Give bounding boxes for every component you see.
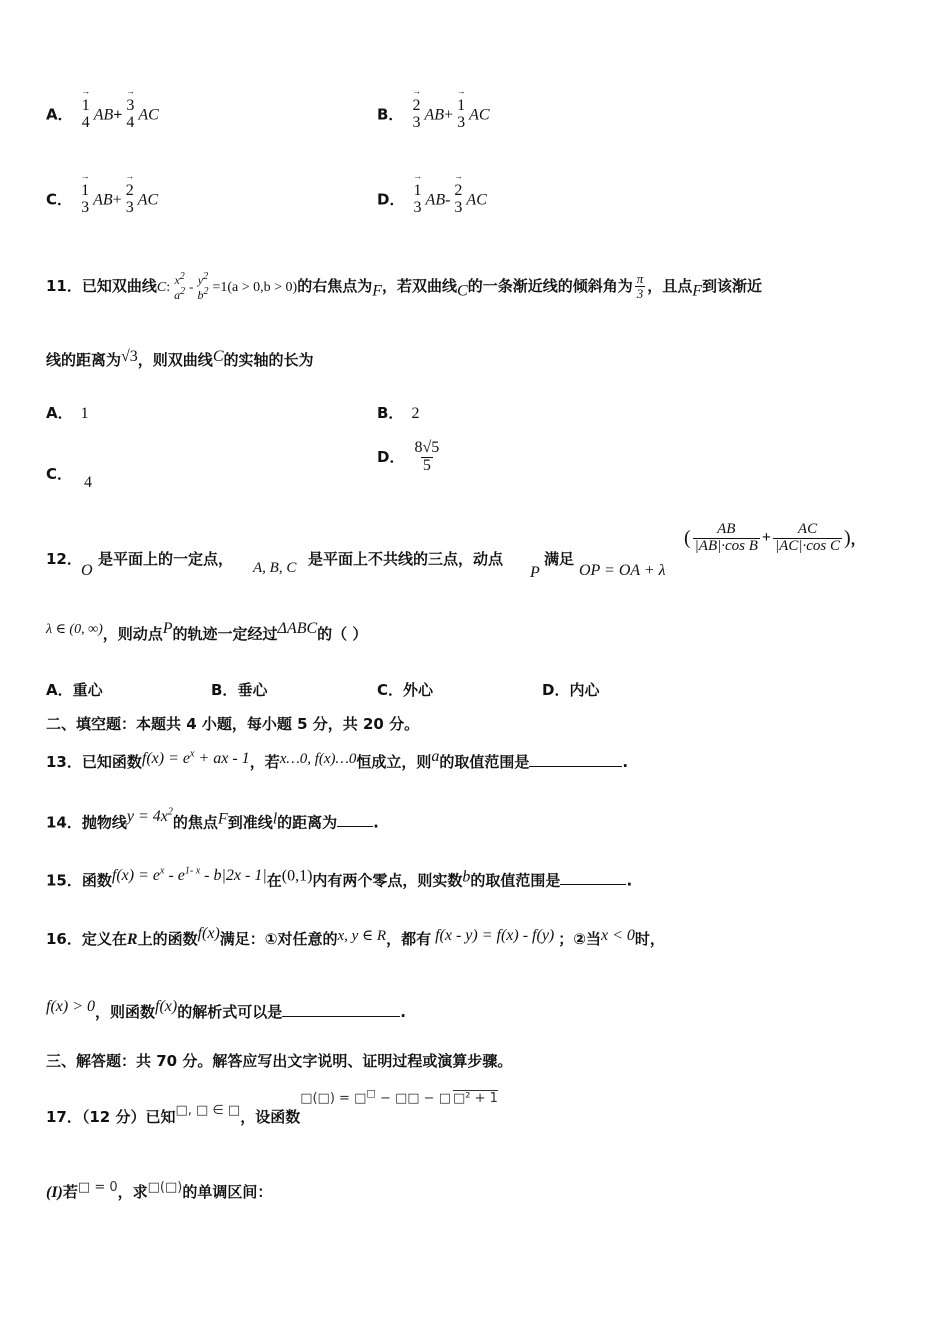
q16-line2: f(x) > 0，则函数f(x)的解析式可以是 .: [46, 998, 406, 1021]
section-heading-fill-in: 二、填空题：本题共 4 小题，每小题 5 分，共 20 分。: [46, 715, 420, 733]
q16-answer-blank: [282, 1016, 400, 1017]
q14: 14．抛物线$y = 4x^2$的焦点F到准线l的距离为 .: [46, 807, 379, 832]
q13: 13．已知函数$f(x) = e^x$ + ax - 1，若x…0, f(x)…0恒成立，则a的取值范围是 .: [46, 748, 629, 771]
q10-option-c: C． → 1 3 AB+ → 2 3 AC: [46, 183, 158, 217]
q15: 15．函数$f(x) = e^x - e^{1- x} - b|2x - 1|$在(0,1)内有两个零点，则实数b的取值范围是 .: [46, 866, 633, 890]
q14-answer-blank: [337, 826, 373, 827]
q12-option-a: A．重心: [46, 681, 103, 699]
q10-option-b: B． → 2 3 AB+ → 1 3 AC: [377, 98, 490, 132]
q11-option-c: C． 4: [46, 465, 93, 491]
q10-option-d: D． → 1 3 AB- → 2 3 AC: [377, 183, 487, 217]
q17-part1: (I)若$^{□ = 0}$，求□(□)的单调区间：: [46, 1180, 273, 1201]
q12-line2: λ ∈ (0, ∞)，则动点P的轨迹一定经过ΔABC的（ ）: [46, 620, 368, 643]
q17-line1: 17．（12 分）已知□, □ ∈ □，设函数$^{□(□) = □^□ - □□ - □ □^2 + 1}$: [46, 1088, 498, 1126]
section-heading-solutions: 三、解答题：共 70 分。解答应写出文字说明、证明过程或演算步骤。: [46, 1052, 513, 1070]
q11-line1: 11．已知双曲线C: $x^2$ $a^2$ - $y^2$ $b^2$ =1(a > 0,b > 0)的右焦点为F，若双曲线C的一条渐近线的倾斜角为 $\frac{\pi}{3}$ ，且点F到该渐近: [46, 271, 763, 302]
q11-option-a: A． 1: [46, 404, 89, 422]
q12-option-c: C．外心: [377, 681, 434, 699]
q16-line1: 16．定义在R上的函数f(x)满足：①对任意的x, y ∈ R，都有 f(x - y) = f(x) - f(y) ；②当x < 0时，: [46, 925, 665, 948]
q13-answer-blank: [529, 766, 622, 767]
q10-option-a: A． → 1 4 AB+ → 3 4 AC: [46, 98, 159, 132]
q11-option-b: B． 2: [377, 404, 420, 422]
q15-answer-blank: [560, 884, 626, 885]
q12-option-d: D．内心: [542, 681, 600, 699]
q11-line2: 线的距离为√3，则双曲线C的实轴的长为: [46, 348, 314, 369]
q12-option-b: B．垂心: [211, 681, 268, 699]
q11-option-d: D． $\frac{8√5}{5}$: [377, 439, 440, 474]
